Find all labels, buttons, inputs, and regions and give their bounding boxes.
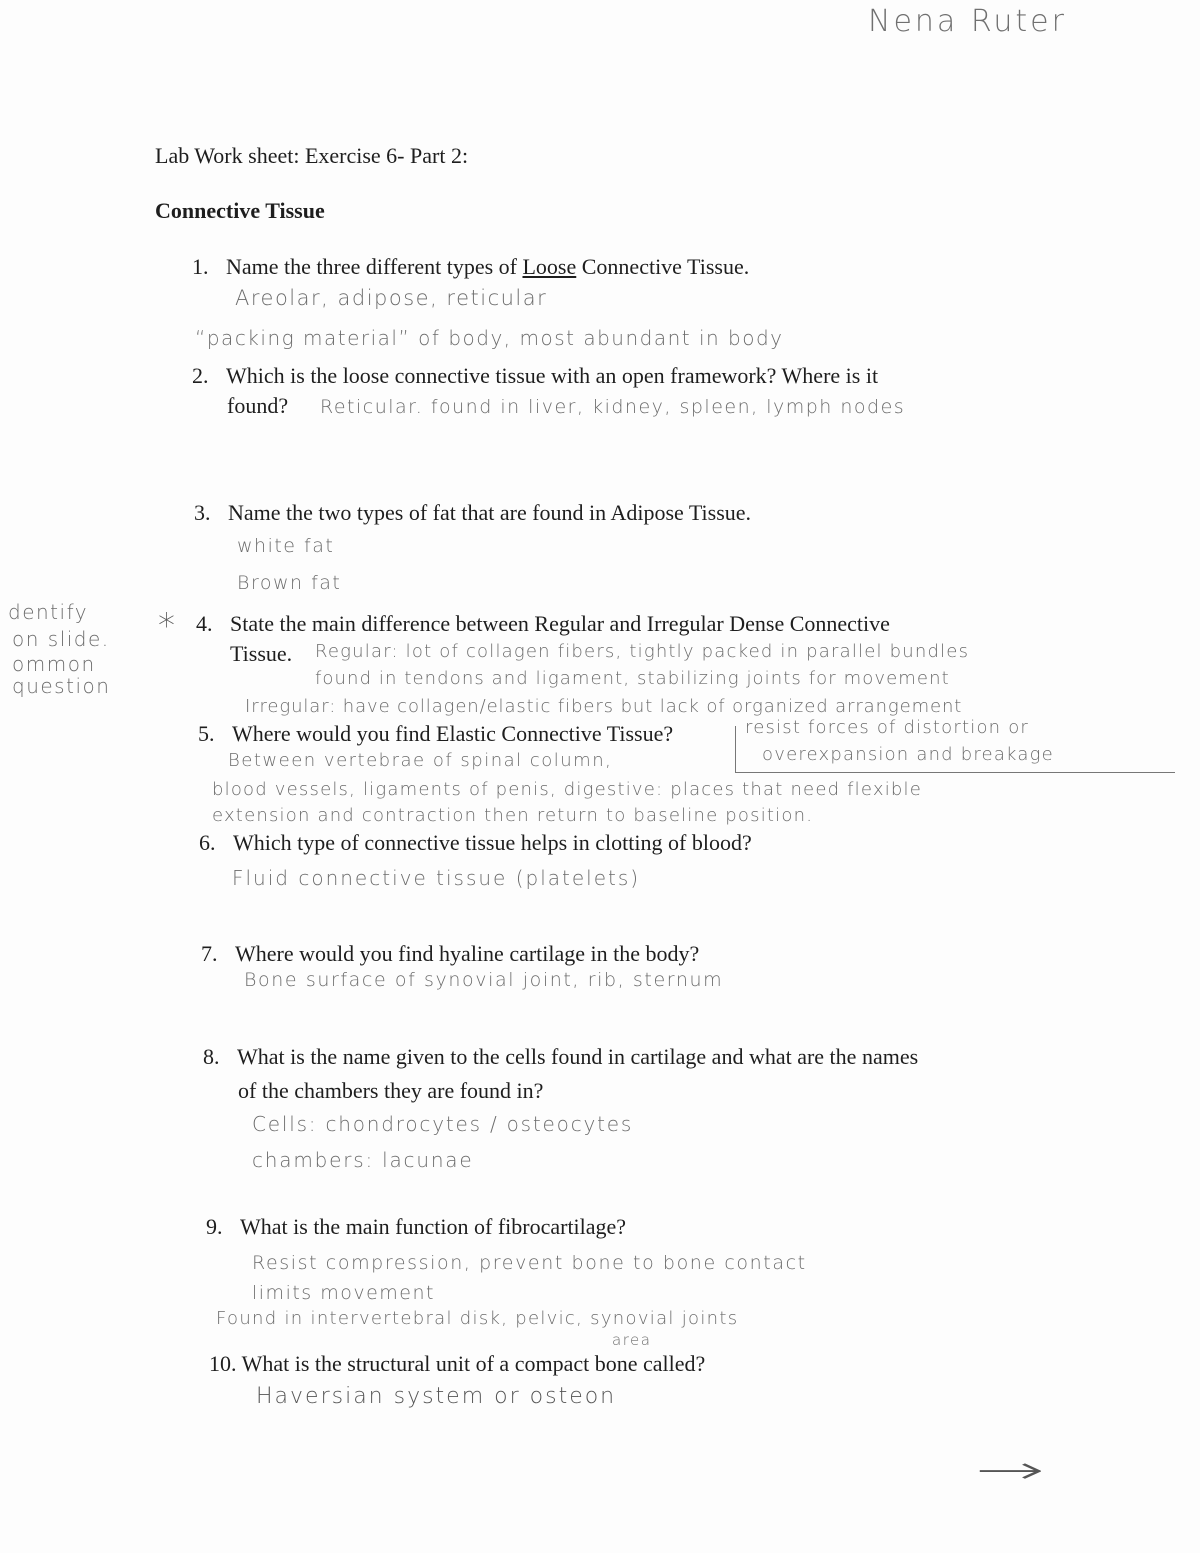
answer-1a: Areolar, adipose, reticular xyxy=(235,286,548,310)
question-text: Name the three different types of xyxy=(226,254,523,279)
margin-note-line: ommon xyxy=(12,652,96,676)
answer-1b: “packing material” of body, most abundant in body xyxy=(195,326,784,350)
answer-3a: white fat xyxy=(237,535,335,557)
answer-4a: Regular: lot of collagen fibers, tightly packed in parallel bundles xyxy=(315,641,970,662)
question-6 xyxy=(199,829,752,857)
question-1 xyxy=(192,253,749,281)
question-4-cont: Tissue. xyxy=(230,641,293,666)
question-text: Connective Tissue. xyxy=(576,254,750,279)
question-number: 1. xyxy=(192,254,209,279)
question-text: Which is the loose connective tissue with an open framework? Where is it xyxy=(226,363,879,388)
question-text: Which type of connective tissue helps in clotting of blood? xyxy=(233,830,752,855)
answer-2: Reticular. found in liver, kidney, spleen, lymph nodes xyxy=(320,396,906,418)
arrow-right-icon: → xyxy=(975,1448,1046,1492)
answer-box-bottom xyxy=(735,772,1175,773)
answer-9a: Resist compression, prevent bone to bone contact xyxy=(252,1252,807,1274)
question-emphasis: Loose xyxy=(522,254,577,279)
answer-box-left xyxy=(735,726,736,772)
question-10 xyxy=(209,1350,705,1378)
answer-10: Haversian system or osteon xyxy=(256,1384,617,1409)
question-text: Where would you find Elastic Connective Tissue? xyxy=(232,721,674,746)
question-8-cont: of the chambers they are found in? xyxy=(238,1078,544,1103)
margin-note-line: dentify xyxy=(8,600,89,624)
question-2 xyxy=(192,362,878,390)
question-text: Where would you find hyaline cartilage in the body? xyxy=(235,941,700,966)
question-number: 3. xyxy=(194,500,211,525)
answer-5c: extension and contraction then return to baseline position. xyxy=(212,805,814,826)
question-text: What is the name given to the cells found in cartilage and what are the names xyxy=(237,1044,919,1069)
question-9 xyxy=(206,1213,626,1241)
section-heading: Connective Tissue xyxy=(155,198,325,223)
question-3 xyxy=(194,499,751,527)
answer-5b: blood vessels, ligaments of penis, digestive: places that need flexible xyxy=(212,779,922,800)
answer-9c: Found in intervertebral disk, pelvic, synovial joints xyxy=(216,1308,739,1329)
answer-5-boxed-a: resist forces of distortion or xyxy=(745,717,1030,738)
question-number: 9. xyxy=(206,1214,223,1239)
answer-4c: Irregular: have collagen/elastic fibers but lack of organized arrangement xyxy=(245,696,963,717)
question-number: 5. xyxy=(198,721,215,746)
answer-5a: Between vertebrae of spinal column, xyxy=(228,750,613,771)
question-number: 8. xyxy=(203,1044,220,1069)
answer-9b: limits movement xyxy=(252,1282,435,1304)
question-number: 4. xyxy=(196,611,213,636)
answer-9d: area xyxy=(612,1331,652,1349)
question-4 xyxy=(196,610,890,638)
answer-8b: chambers: lacunae xyxy=(252,1148,474,1172)
answer-5-boxed-b: overexpansion and breakage xyxy=(762,744,1054,765)
star-mark: * xyxy=(158,606,177,646)
answer-3b: Brown fat xyxy=(237,572,342,594)
question-text: What is the structural unit of a compact bone called? xyxy=(241,1351,706,1376)
question-7 xyxy=(201,940,699,968)
answer-8a: Cells: chondrocytes / osteocytes xyxy=(252,1112,634,1136)
question-2-cont: found? xyxy=(227,393,289,418)
question-text: Name the two types of fat that are found in Adipose Tissue. xyxy=(228,500,752,525)
question-text: What is the main function of fibrocartilage? xyxy=(240,1214,627,1239)
question-number: 6. xyxy=(199,830,216,855)
answer-6: Fluid connective tissue (platelets) xyxy=(232,866,641,890)
worksheet-title: Lab Work sheet: Exercise 6- Part 2: xyxy=(155,143,469,168)
answer-7: Bone surface of synovial joint, rib, sternum xyxy=(244,969,724,991)
question-8 xyxy=(203,1043,918,1071)
question-number: 2. xyxy=(192,363,209,388)
question-text: State the main difference between Regular and Irregular Dense Connective xyxy=(230,611,890,636)
question-number: 7. xyxy=(201,941,218,966)
question-number: 10. xyxy=(209,1351,237,1376)
margin-note-line: on slide. xyxy=(12,627,110,651)
question-5 xyxy=(198,720,673,748)
author-name: Nena Ruter xyxy=(868,4,1067,39)
margin-note-line: question xyxy=(12,674,111,698)
answer-4b: found in tendons and ligament, stabilizing joints for movement xyxy=(315,668,950,689)
